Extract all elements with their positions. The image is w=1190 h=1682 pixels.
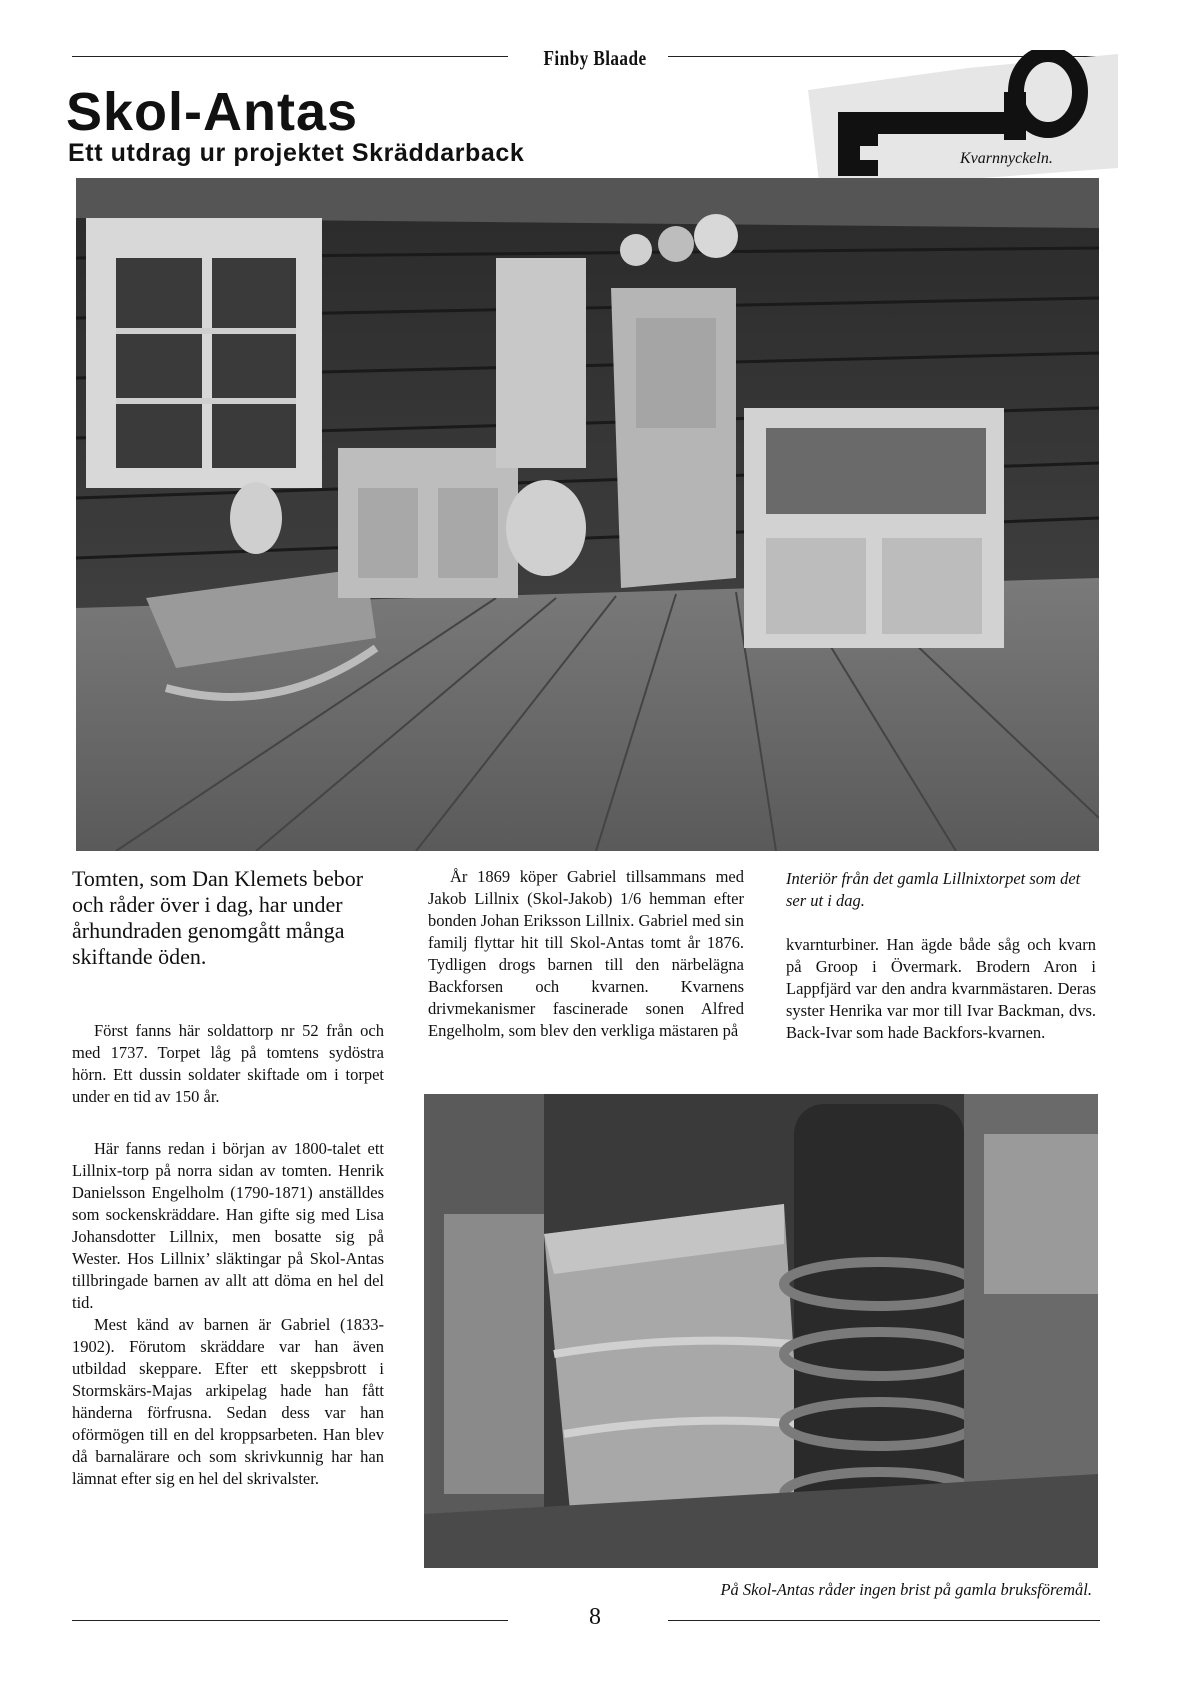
- column-1-paragraph: Här fanns redan i början av 1800-talet ett Lillnix-torp på norra sidan av tomten. Henrik Danielsson Engelholm (1790-1871) anställdes som sockenskräddare. Han gifte sig med Lisa Johansdotter Lillnix, men bosatte sig på Wester. Hos Lillnix’ släktingar på Skol-Antas tillbringade barnen av allt att döma en hel del tid.: [72, 1139, 384, 1312]
- page-number: 8: [589, 1604, 601, 1630]
- column-2-paragraph: År 1869 köper Gabriel tillsammans med Jakob Lillnix (Skol-Jakob) 1/6 hemman efter bonden Johan Eriksson Lillnix. Gabriel med sin familj flyttar hit till Skol-Antas tomt år 1876. Tydligen drogs barnen till den närbelägna Backforsen och kvarnen. Kvarnens drivmekanismer fascinerade sonen Alfred Engelholm, som blev den verkliga mästaren på: [428, 867, 744, 1040]
- column-3: [786, 934, 1096, 1044]
- footer-rule-right: [668, 1620, 1100, 1621]
- column-1-paragraph: Mest känd av barnen är Gabriel (1833-1902). Förutom skräddare var han även utbildad skeppare. Efter ett skeppsbrott i Stormskärs-Majas arkipelag hade han fått händerna förfrusna. Sedan dess var han oförmögen till en del kroppsarbeten. Han blev då barnalärare och som skrivkunnig har han lämnat efter sig en hel del skrivalster.: [72, 1315, 384, 1488]
- article-title: Skol-Antas: [66, 82, 359, 142]
- column-3-paragraph: kvarnturbiner. Han ägde både såg och kvarn på Groop i Övermark. Brodern Aron i Lappfjärd var den andra kvarnmästaren. Deras syster Henrika var mor till Ivar Backman, dvs. Back-Ivar som hade Backfors-kvarnen.: [786, 935, 1096, 1042]
- tools-photo: [424, 1094, 1098, 1568]
- header-rule-left: [72, 56, 508, 57]
- interior-photo: [76, 178, 1099, 851]
- masthead: Finby Blaade: [543, 46, 647, 70]
- footer-rule-left: [72, 1620, 508, 1621]
- key-caption: Kvarnnyckeln.: [960, 150, 1053, 167]
- column-1: [72, 1020, 384, 1490]
- key-photo: [808, 50, 1118, 190]
- article-subtitle: Ett utdrag ur projektet Skräddarback: [68, 139, 525, 167]
- lead-paragraph: Tomten, som Dan Klemets bebor och råder över i dag, har under århundraden genomgått många skiftande öden.: [72, 866, 364, 969]
- tools-photo-caption: På Skol-Antas råder ingen brist på gamla bruksföremål.: [720, 1580, 1092, 1599]
- column-1-paragraph: Först fanns här soldattorp nr 52 från och med 1737. Torpet låg på tomtens sydöstra hörn. Ett dussin soldater skiftade om i torpet under en tid av 150 år.: [72, 1021, 384, 1106]
- column-2: [428, 866, 744, 1076]
- interior-photo-caption: Interiör från det gamla Lillnixtorpet som det ser ut i dag.: [786, 869, 1081, 910]
